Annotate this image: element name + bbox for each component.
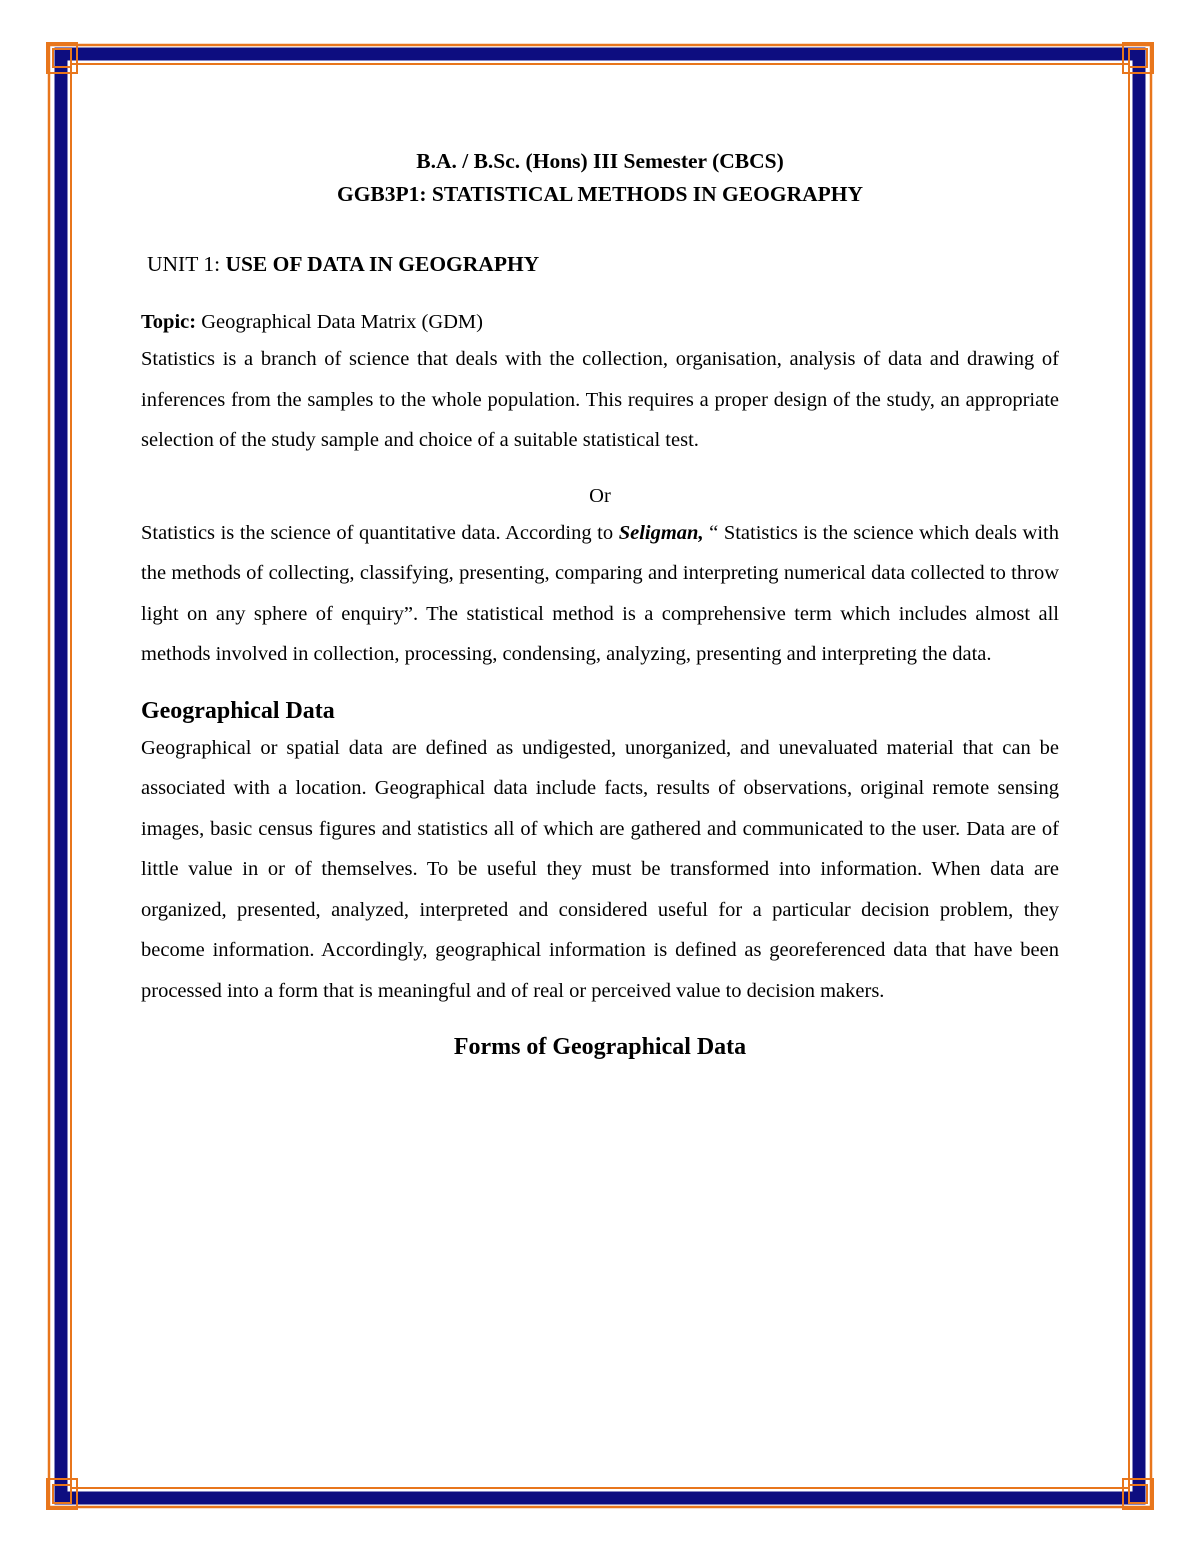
or-separator: Or bbox=[589, 484, 611, 507]
section-heading-forms: Forms of Geographical Data bbox=[453, 1034, 747, 1060]
unit-heading bbox=[141, 248, 1059, 281]
topic-label: Topic: bbox=[141, 311, 197, 333]
quote-author: Seligman, bbox=[618, 521, 704, 544]
unit-title: USE OF DATA IN GEOGRAPHY bbox=[225, 252, 540, 276]
document-body bbox=[141, 145, 1059, 1064]
unit-number: UNIT 1: bbox=[147, 252, 221, 276]
paper-title: GGB3P1: STATISTICAL METHODS IN GEOGRAPHY bbox=[336, 182, 864, 206]
paragraph-seligman-quote: “ Statistics is the science which deals with the methods of collecting, classifying, presenting, comparing and interpreting numerical data collected to throw light on any sphere of enquiry”. The statistical method is a comprehensive term which includes almost all methods involved in collection, processing, condensing, analyzing, presenting and interpreting the data. bbox=[141, 521, 1059, 665]
topic-line bbox=[141, 306, 1059, 339]
document-title bbox=[141, 145, 1059, 211]
paragraph-statistics-definition: Statistics is a branch of science that deals with the collection, organisation, analysis of data and drawing of inferences from the samples to the whole population. This requires a proper design of the study, an appropriate selection of the study sample and choice of a suitable statistical test. bbox=[141, 348, 1059, 451]
paragraph-seligman-definition bbox=[141, 513, 1059, 675]
paragraph-seligman-intro: Statistics is the science of quantitative data. According to bbox=[141, 521, 619, 544]
topic-text: Geographical Data Matrix (GDM) bbox=[201, 311, 483, 333]
section-heading-geographical-data: Geographical Data bbox=[141, 697, 335, 724]
paragraph-geographical-data: Geographical or spatial data are defined as undigested, unorganized, and unevaluated material that can be associated with a location. Geographical data include facts, results of observations, original remote sensing images, basic census figures and statistics all of which are gathered and communicated to the user. Data are of little value in or of themselves. To be useful they must be transformed into information. When data are organized, presented, analyzed, interpreted and considered useful for a particular decision problem, they become information. Accordingly, geographical information is defined as georeferenced data that have been processed into a form that is meaningful and of real or perceived value to decision makers. bbox=[141, 736, 1059, 1002]
course-title: B.A. / B.Sc. (Hons) III Semester (CBCS) bbox=[416, 149, 784, 173]
